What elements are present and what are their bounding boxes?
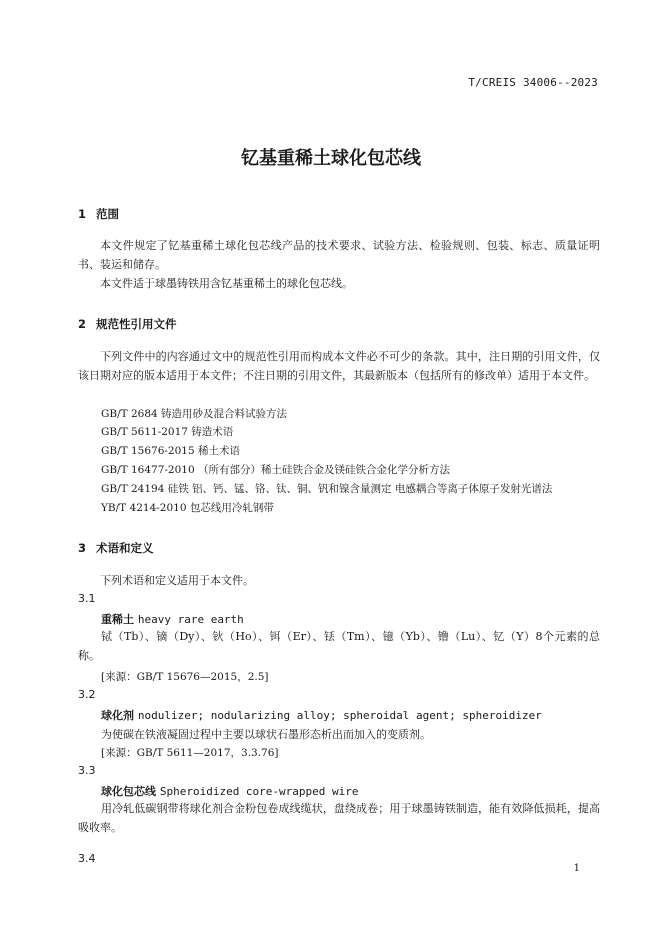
term-source: [来源：GB/T 5611—2017，3.3.76]	[101, 747, 279, 759]
term-english: nodulizer; nodularizing alloy; spheroidal agent; spheroidizer	[137, 709, 542, 722]
section-number: 2	[78, 317, 87, 331]
normative-reference: GB/T 5611-2017 铸造术语	[101, 426, 234, 438]
section-1-heading	[78, 206, 119, 222]
section-number: 1	[78, 207, 87, 221]
term-chinese: 重稀土	[101, 613, 134, 626]
normative-reference: GB/T 16477-2010 （所有部分）稀土硅铁合金及镁硅铁合金化学分析方法	[101, 464, 450, 476]
term-english: Spheroidized core-wrapped wire	[159, 785, 359, 798]
section-title: 范围	[96, 207, 119, 221]
normative-reference: GB/T 24194 硅铁 铝、钙、锰、铬、钛、铜、钒和镍含量测定 电感耦合等离子体原子发射光谱法	[101, 483, 553, 495]
section-number: 3	[78, 541, 87, 555]
term-heading	[101, 707, 542, 723]
normative-reference: GB/T 15676-2015 稀土术语	[101, 445, 240, 457]
term-english: heavy rare earth	[137, 613, 244, 626]
term-heading	[101, 611, 244, 627]
normative-reference: GB/T 2684 铸造用砂及混合料试验方法	[101, 408, 288, 420]
section-3-heading	[78, 540, 154, 556]
section-1-paragraph-2: 本文件适于球墨铸铁用含钇基重稀土的球化包芯线。	[100, 277, 353, 290]
term-definition: 为使碳在铁液凝固过程中主要以球状石墨形态析出而加入的变质剂。	[101, 728, 431, 741]
term-number: 3.1	[78, 592, 96, 605]
term-definition: 铽（Tb）、镝（Dy）、钬（Ho）、铒（Er）、铥（Tm）、镱（Yb）、镥（Lu）、钇（Y）8个元素的总称。	[78, 630, 600, 662]
section-2-heading	[78, 316, 177, 332]
term-number: 3.4	[78, 852, 96, 865]
document-title: 钇基重稀土球化包芯线	[241, 148, 421, 169]
term-heading	[101, 783, 359, 799]
section-3-intro: 下列术语和定义适用于本文件。	[100, 574, 254, 587]
term-source: [来源：GB/T 15676—2015，2.5]	[101, 671, 269, 683]
standard-code: T/CREIS 34006--2023	[468, 76, 598, 89]
term-chinese: 球化包芯线	[101, 785, 156, 798]
section-2-paragraph-1: 下列文件中的内容通过文中的规范性引用而构成本文件必不可少的条款。其中，注日期的引用文件，仅该日期对应的版本适用于本文件；不注日期的引用文件，其最新版本（包括所有的修改单）适用于本文件。	[78, 350, 600, 382]
term-number: 3.2	[78, 688, 96, 701]
term-chinese: 球化剂	[101, 709, 134, 722]
term-definition: 用冷轧低碳钢带将球化剂合金粉包卷成线缆状，盘绕成卷；用于球墨铸铁制造，能有效降低损耗，提高吸收率。	[78, 802, 600, 834]
term-number: 3.3	[78, 764, 96, 777]
page-number: 1	[573, 863, 580, 874]
section-title: 术语和定义	[96, 541, 154, 555]
section-1-paragraph-1: 本文件规定了钇基重稀土球化包芯线产品的技术要求、试验方法、检验规则、包装、标志、质量证明书、装运和储存。	[78, 239, 600, 271]
normative-reference: YB/T 4214-2010 包芯线用冷轧钢带	[101, 502, 274, 514]
section-title: 规范性引用文件	[96, 317, 177, 331]
